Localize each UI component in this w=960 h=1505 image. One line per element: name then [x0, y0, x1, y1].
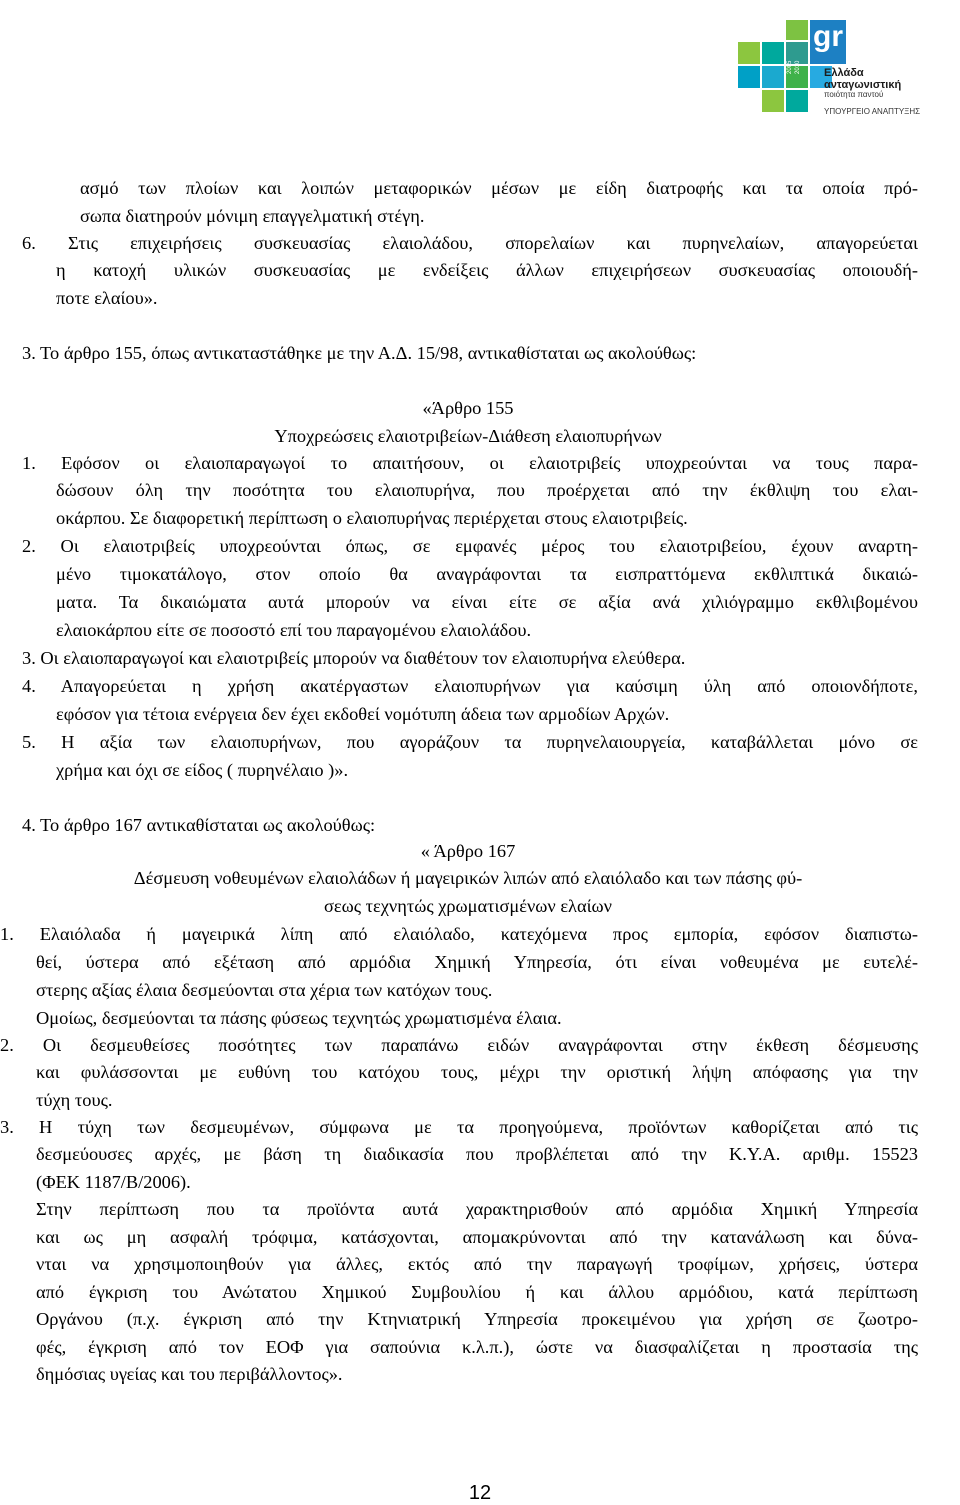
text-line: ματα. Τα δικαιώματα αυτά μπορούν να είναι είτε σε αξία ανά χιλιόγραμμο εκθλιβομένου: [56, 592, 918, 612]
article-heading: « Άρθρο 167: [420, 841, 516, 861]
text-line: 1. Εφόσον οι ελαιοπαραγωγοί το απαιτήσουν, οι ελαιοτριβείς υποχρεούνται να τους παρα-: [22, 453, 918, 473]
logo-line-1: Ελλάδα: [824, 67, 864, 79]
text-line: Ομοίως, δεσμεύονται τα πάσης φύσεως τεχνητώς χρωματισμένα έλαια.: [36, 1008, 562, 1028]
text-line: ασμό των πλοίων και λοιπών μεταφορικών μέσων με είδη διατροφής και τα οποία πρό-: [80, 178, 918, 198]
text-line: ελαιοκάρπου είτε σε ποσοστό επί του παραγομένου ελαιολάδου.: [56, 620, 532, 640]
text-line: στερης αξίας έλαια δεσμεύονται στα χέρια των κατόχων τους.: [36, 980, 493, 1000]
text-line: 4. Το άρθρο 167 αντικαθίσταται ως ακολούθως:: [22, 815, 376, 835]
text-line: ποτε ελαίου».: [56, 288, 158, 308]
logo-line-2: ανταγωνιστική: [824, 78, 902, 91]
logo-line-3: ποιότητα παντού: [824, 90, 884, 100]
text-line: σωπα διατηρούν μόνιμη επαγγελματική στέγη.: [80, 206, 425, 226]
text-line: δεσμεύουσες αρχές, με βάση τη διαδικασία που προβλέπεται από την Κ.Υ.Α. αριθμ. 15523: [36, 1144, 918, 1164]
text-line: 2. Οι δεσμευθείσες ποσότητες των παραπάνω ειδών αναγράφονται στην έκθεση δέσμευσης: [0, 1035, 918, 1055]
logo-text: [824, 68, 920, 117]
text-line: η κατοχή υλικών συσκευασίας με ενδείξεις άλλων επιχειρήσεων συσκευασίας οποιουδή-: [56, 260, 918, 280]
text-line: εφόσον για τέτοια ενέργεια δεν έχει εκδοθεί νομότυπη άδεια των αρμοδίων Αρχών.: [56, 704, 670, 724]
article-subheading: Υποχρεώσεις ελαιοτριβείων-Διάθεση ελαιοπυρήνων: [274, 426, 662, 446]
text-line: νται να χρησιμοποιηθούν για άλλες, εκτός από την παραγωγή τροφίμων, χρήσεις, ύστερα: [36, 1254, 918, 1274]
text-line: και ως μη ασφαλή τρόφιμα, κατάσχονται, απομακρύνονται από την κατανάλωση και δύνα-: [36, 1227, 918, 1247]
text-line: θεί, ύστερα από εξέταση από αρμόδια Χημική Υπηρεσία, ότι είναι νοθευμένα με ευτελέ-: [36, 952, 918, 972]
text-line: 3. Η τύχη των δεσμευμένων, σύμφωνα με τα προηγούμενα, προϊόντων καθορίζεται από τις: [0, 1117, 918, 1137]
text-line: χρήμα και όχι σε είδος ( πυρηνέλαιο )».: [56, 760, 349, 780]
text-line: 3. Οι ελαιοπαραγωγοί και ελαιοτριβείς μπορούν να διαθέτουν τον ελαιοπυρήνα ελεύθερα.: [22, 648, 686, 668]
article-subheading: σεως τεχνητώς χρωματισμένων ελαίων: [324, 896, 612, 916]
text-line: (ΦΕΚ 1187/Β/2006).: [36, 1172, 191, 1192]
text-line: 2. Οι ελαιοτριβείς υποχρεούνται όπως, σε εμφανές μέρος του ελαιοτριβείου, έχουν αναρτη-: [22, 536, 918, 556]
text-line: 1. Ελαιόλαδα ή μαγειρικά λίπη από ελαιόλαδο, κατεχόμενα προς εμπορία, εφόσον διαπιστω-: [0, 924, 918, 944]
page-number: 12: [468, 1482, 492, 1504]
text-line: τύχη τους.: [36, 1090, 113, 1110]
text-line: οκάρπου. Σε διαφορετική περίπτωση ο ελαιοπυρήνας περιέρχεται στους ελαιοτριβείς.: [56, 508, 688, 528]
logo-line-4: ΥΠΟΥΡΓΕΙΟ ΑΝΑΠΤΥΞΗΣ: [824, 107, 921, 117]
text-line: 6. Στις επιχειρήσεις συσκευασίας ελαιολάδου, σπορελαίων και πυρηνελαίων, απαγορεύεται: [22, 233, 918, 253]
logo-year-end: 2010: [795, 60, 801, 74]
text-line: και φυλάσσονται με ευθύνη του κατόχου τους, μέχρι την οριστική λήψη απόφασης για την: [36, 1062, 918, 1082]
text-line: 4. Απαγορεύεται η χρήση ακατέργαστων ελαιοπυρήνων για καύσιμη ύλη από οποιονδήποτε,: [22, 676, 918, 696]
logo-gr-text: gr: [813, 20, 843, 53]
text-line: Στην περίπτωση που τα προϊόντα αυτά χαρακτηρισθούν από αρμόδια Χημική Υπηρεσία: [36, 1199, 918, 1219]
logo-year-start: 2005: [787, 60, 793, 74]
text-line: δημόσιας υγείας και του περιβάλλοντος».: [36, 1364, 343, 1384]
text-line: 5. Η αξία των ελαιοπυρήνων, που αγοράζουν τα πυρηνελαιουργεία, καταβάλλεται μόνο σε: [22, 732, 918, 752]
text-line: από έγκριση του Ανώτατου Χημικού Συμβουλίου ή και άλλου αρμόδιου, κατά περίπτωση: [36, 1282, 918, 1302]
article-subheading: Δέσμευση νοθευμένων ελαιολάδων ή μαγειρικών λιπών από ελαιόλαδο και των πάσης φύ-: [133, 868, 803, 888]
article-heading: «Άρθρο 155: [422, 398, 514, 418]
text-line: δώσουν όλη την ποσότητα του ελαιοπυρήνα, που προέρχεται από την έκθλιψη του ελαι-: [56, 480, 918, 500]
text-line: 3. Το άρθρο 155, όπως αντικαταστάθηκε με την Α.Δ. 15/98, αντικαθίσταται ως ακολούθως:: [22, 343, 697, 363]
text-line: Οργάνου (π.χ. έγκριση από την Κτηνιατρική Υπηρεσία προκειμένου για χρήση σε ζωοτρο-: [36, 1309, 918, 1329]
text-line: μένο τιμοκατάλογο, στον οποίο θα αναγράφονται τα εισπραττόμενα εκθλιπτικά δικαιώ-: [56, 564, 918, 584]
text-line: φές, έγκριση από τον ΕΟΦ για σαπούνια κ.λ.π.), ώστε να διασφαλίζεται η προστασία της: [36, 1337, 918, 1357]
